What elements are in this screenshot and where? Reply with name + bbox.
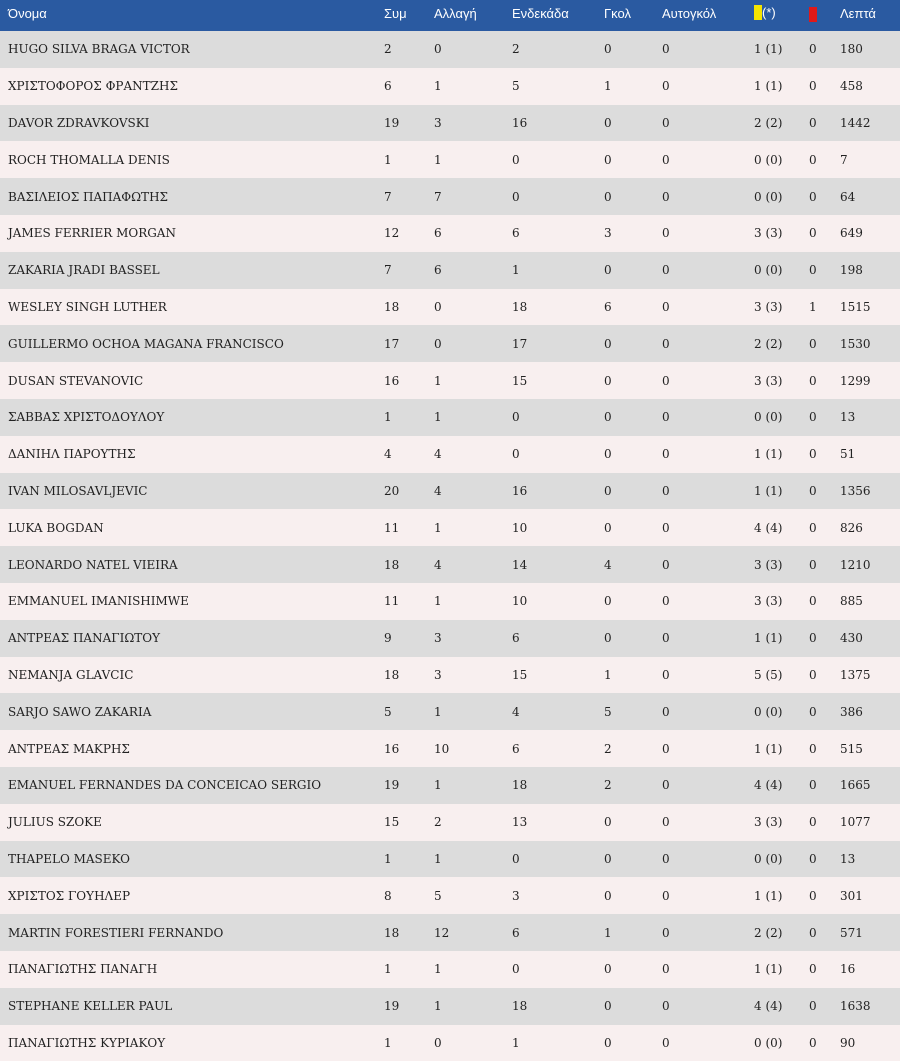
cell-starting: 15 (504, 657, 596, 694)
cell-minutes: 386 (832, 693, 900, 730)
cell-red-cards: 0 (801, 399, 832, 436)
cell-starting: 18 (504, 767, 596, 804)
cell-starting: 15 (504, 362, 596, 399)
cell-goals: 2 (596, 767, 654, 804)
header-row (0, 0, 900, 31)
cell-own-goals: 0 (654, 252, 746, 289)
cell-appearances: 18 (376, 657, 426, 694)
cell-appearances: 8 (376, 877, 426, 914)
cell-goals: 0 (596, 877, 654, 914)
cell-goals: 0 (596, 583, 654, 620)
yellow-header-suffix: (*) (762, 4, 776, 20)
cell-name[interactable]: MARTIN FORESTIERI FERNANDO (0, 914, 376, 951)
cell-minutes: 430 (832, 620, 900, 657)
cell-goals: 0 (596, 141, 654, 178)
cell-goals: 0 (596, 620, 654, 657)
cell-appearances: 2 (376, 31, 426, 68)
cell-yellow-cards: 1 (1) (746, 951, 801, 988)
table-row (0, 841, 900, 878)
cell-yellow-cards: 1 (1) (746, 68, 801, 105)
cell-minutes: 1077 (832, 804, 900, 841)
cell-starting: 17 (504, 325, 596, 362)
cell-yellow-cards: 3 (3) (746, 289, 801, 326)
cell-appearances: 15 (376, 804, 426, 841)
cell-name[interactable]: NEMANJA GLAVCIC (0, 657, 376, 694)
cell-own-goals: 0 (654, 804, 746, 841)
cell-minutes: 198 (832, 252, 900, 289)
cell-substitute: 1 (426, 767, 504, 804)
cell-yellow-cards: 0 (0) (746, 399, 801, 436)
cell-goals: 3 (596, 215, 654, 252)
cell-name[interactable]: LEONARDO NATEL VIEIRA (0, 546, 376, 583)
cell-appearances: 7 (376, 252, 426, 289)
table-row (0, 509, 900, 546)
cell-minutes: 515 (832, 730, 900, 767)
cell-minutes: 13 (832, 399, 900, 436)
cell-substitute: 1 (426, 693, 504, 730)
cell-red-cards: 0 (801, 620, 832, 657)
table-row (0, 767, 900, 804)
cell-own-goals: 0 (654, 215, 746, 252)
cell-own-goals: 0 (654, 399, 746, 436)
cell-substitute: 7 (426, 178, 504, 215)
cell-name[interactable]: DAVOR ZDRAVKOVSKI (0, 105, 376, 142)
cell-substitute: 1 (426, 951, 504, 988)
table-row (0, 31, 900, 68)
cell-goals: 0 (596, 399, 654, 436)
cell-goals: 0 (596, 362, 654, 399)
cell-own-goals: 0 (654, 141, 746, 178)
cell-red-cards: 0 (801, 730, 832, 767)
cell-name[interactable]: DUSAN STEVANOVIC (0, 362, 376, 399)
cell-goals: 1 (596, 657, 654, 694)
cell-yellow-cards: 2 (2) (746, 105, 801, 142)
cell-name[interactable]: ΧΡΙΣΤΟΣ ΓΟΥΗΛΕΡ (0, 877, 376, 914)
table-row (0, 1025, 900, 1061)
cell-red-cards: 0 (801, 31, 832, 68)
cell-name[interactable]: THAPELO MASEKO (0, 841, 376, 878)
cell-starting: 2 (504, 31, 596, 68)
cell-starting: 6 (504, 730, 596, 767)
table-row (0, 620, 900, 657)
cell-appearances: 16 (376, 730, 426, 767)
cell-minutes: 1356 (832, 473, 900, 510)
cell-substitute: 0 (426, 289, 504, 326)
cell-yellow-cards: 5 (5) (746, 657, 801, 694)
cell-minutes: 64 (832, 178, 900, 215)
cell-appearances: 1 (376, 841, 426, 878)
table-row (0, 583, 900, 620)
cell-starting: 18 (504, 289, 596, 326)
cell-red-cards: 1 (801, 289, 832, 326)
cell-own-goals: 0 (654, 31, 746, 68)
cell-appearances: 6 (376, 68, 426, 105)
cell-name[interactable]: ΣΑΒΒΑΣ ΧΡΙΣΤΟΔΟΥΛΟΥ (0, 399, 376, 436)
table-row (0, 988, 900, 1025)
cell-starting: 1 (504, 1025, 596, 1061)
table-header (0, 0, 900, 31)
cell-minutes: 458 (832, 68, 900, 105)
cell-goals: 0 (596, 988, 654, 1025)
cell-appearances: 19 (376, 988, 426, 1025)
cell-minutes: 1375 (832, 657, 900, 694)
cell-substitute: 1 (426, 141, 504, 178)
cell-own-goals: 0 (654, 68, 746, 105)
cell-appearances: 1 (376, 141, 426, 178)
cell-own-goals: 0 (654, 988, 746, 1025)
cell-yellow-cards: 0 (0) (746, 141, 801, 178)
cell-name[interactable]: IVAN MILOSAVLJEVIC (0, 473, 376, 510)
table-row (0, 215, 900, 252)
cell-appearances: 7 (376, 178, 426, 215)
cell-own-goals: 0 (654, 105, 746, 142)
cell-yellow-cards: 0 (0) (746, 178, 801, 215)
cell-minutes: 51 (832, 436, 900, 473)
cell-goals: 0 (596, 31, 654, 68)
table-row (0, 178, 900, 215)
cell-name[interactable]: WESLEY SINGH LUTHER (0, 289, 376, 326)
table-row (0, 951, 900, 988)
cell-starting: 3 (504, 877, 596, 914)
cell-substitute: 4 (426, 473, 504, 510)
cell-red-cards: 0 (801, 877, 832, 914)
cell-red-cards: 0 (801, 105, 832, 142)
table-row (0, 399, 900, 436)
cell-own-goals: 0 (654, 509, 746, 546)
cell-yellow-cards: 1 (1) (746, 31, 801, 68)
cell-own-goals: 0 (654, 914, 746, 951)
cell-substitute: 1 (426, 583, 504, 620)
cell-name[interactable]: EMMANUEL IMANISHIMWE (0, 583, 376, 620)
cell-yellow-cards: 3 (3) (746, 804, 801, 841)
cell-red-cards: 0 (801, 914, 832, 951)
cell-name[interactable]: SARJO SAWO ZAKARIA (0, 693, 376, 730)
cell-red-cards: 0 (801, 988, 832, 1025)
cell-own-goals: 0 (654, 583, 746, 620)
cell-red-cards: 0 (801, 767, 832, 804)
col-header-substitute[interactable]: Αλλαγή (426, 0, 504, 31)
cell-goals: 0 (596, 252, 654, 289)
col-header-red-cards[interactable] (801, 0, 832, 31)
cell-own-goals: 0 (654, 767, 746, 804)
cell-appearances: 17 (376, 325, 426, 362)
cell-own-goals: 0 (654, 657, 746, 694)
cell-starting: 0 (504, 178, 596, 215)
cell-goals: 0 (596, 509, 654, 546)
cell-red-cards: 0 (801, 362, 832, 399)
cell-yellow-cards: 3 (3) (746, 546, 801, 583)
cell-yellow-cards: 2 (2) (746, 325, 801, 362)
cell-substitute: 1 (426, 509, 504, 546)
cell-appearances: 1 (376, 951, 426, 988)
cell-yellow-cards: 3 (3) (746, 583, 801, 620)
cell-substitute: 5 (426, 877, 504, 914)
cell-substitute: 1 (426, 841, 504, 878)
cell-starting: 13 (504, 804, 596, 841)
cell-starting: 4 (504, 693, 596, 730)
cell-minutes: 1638 (832, 988, 900, 1025)
cell-substitute: 0 (426, 325, 504, 362)
cell-appearances: 11 (376, 509, 426, 546)
table-row (0, 68, 900, 105)
cell-goals: 2 (596, 730, 654, 767)
cell-own-goals: 0 (654, 951, 746, 988)
table-row (0, 804, 900, 841)
table-row (0, 914, 900, 951)
cell-minutes: 1665 (832, 767, 900, 804)
cell-name[interactable]: ΑΝΤΡΕΑΣ ΜΑΚΡΗΣ (0, 730, 376, 767)
cell-substitute: 3 (426, 105, 504, 142)
cell-appearances: 4 (376, 436, 426, 473)
cell-appearances: 11 (376, 583, 426, 620)
col-header-name[interactable]: Όνομα (0, 0, 376, 31)
cell-yellow-cards: 0 (0) (746, 1025, 801, 1061)
cell-appearances: 1 (376, 399, 426, 436)
cell-goals: 0 (596, 473, 654, 510)
cell-minutes: 16 (832, 951, 900, 988)
cell-yellow-cards: 0 (0) (746, 252, 801, 289)
cell-substitute: 6 (426, 215, 504, 252)
cell-minutes: 13 (832, 841, 900, 878)
cell-starting: 14 (504, 546, 596, 583)
cell-goals: 0 (596, 951, 654, 988)
cell-red-cards: 0 (801, 473, 832, 510)
cell-yellow-cards: 1 (1) (746, 473, 801, 510)
cell-substitute: 1 (426, 362, 504, 399)
cell-starting: 0 (504, 841, 596, 878)
cell-starting: 6 (504, 620, 596, 657)
cell-red-cards: 0 (801, 215, 832, 252)
cell-red-cards: 0 (801, 1025, 832, 1061)
cell-appearances: 9 (376, 620, 426, 657)
cell-appearances: 1 (376, 1025, 426, 1061)
cell-starting: 0 (504, 141, 596, 178)
cell-yellow-cards: 1 (1) (746, 730, 801, 767)
cell-name[interactable]: HUGO SILVA BRAGA VICTOR (0, 31, 376, 68)
cell-own-goals: 0 (654, 325, 746, 362)
cell-red-cards: 0 (801, 252, 832, 289)
cell-minutes: 1442 (832, 105, 900, 142)
cell-name[interactable]: GUILLERMO OCHOA MAGANA FRANCISCO (0, 325, 376, 362)
cell-appearances: 18 (376, 546, 426, 583)
cell-starting: 5 (504, 68, 596, 105)
cell-starting: 6 (504, 215, 596, 252)
cell-minutes: 90 (832, 1025, 900, 1061)
cell-substitute: 4 (426, 436, 504, 473)
cell-name[interactable]: JAMES FERRIER MORGAN (0, 215, 376, 252)
cell-starting: 0 (504, 436, 596, 473)
table-row (0, 730, 900, 767)
cell-name[interactable]: ΒΑΣΙΛΕΙΟΣ ΠΑΠΑΦΩΤΗΣ (0, 178, 376, 215)
cell-appearances: 19 (376, 105, 426, 142)
cell-appearances: 18 (376, 914, 426, 951)
col-header-yellow-cards[interactable] (746, 0, 801, 31)
cell-substitute: 1 (426, 399, 504, 436)
table-row (0, 252, 900, 289)
cell-minutes: 180 (832, 31, 900, 68)
cell-name[interactable]: ΠΑΝΑΓΙΩΤΗΣ ΚΥΡΙΑΚΟΥ (0, 1025, 376, 1061)
cell-red-cards: 0 (801, 178, 832, 215)
cell-goals: 0 (596, 804, 654, 841)
cell-appearances: 20 (376, 473, 426, 510)
cell-starting: 16 (504, 105, 596, 142)
cell-substitute: 1 (426, 988, 504, 1025)
cell-yellow-cards: 4 (4) (746, 767, 801, 804)
cell-starting: 0 (504, 399, 596, 436)
cell-own-goals: 0 (654, 693, 746, 730)
yellow-card-icon (754, 5, 762, 20)
cell-substitute: 3 (426, 620, 504, 657)
cell-red-cards: 0 (801, 657, 832, 694)
table-row (0, 473, 900, 510)
cell-substitute: 6 (426, 252, 504, 289)
cell-own-goals: 0 (654, 1025, 746, 1061)
cell-minutes: 571 (832, 914, 900, 951)
table-body (0, 31, 900, 1061)
cell-yellow-cards: 0 (0) (746, 693, 801, 730)
cell-minutes: 301 (832, 877, 900, 914)
cell-own-goals: 0 (654, 362, 746, 399)
cell-name[interactable]: STEPHANE KELLER PAUL (0, 988, 376, 1025)
cell-name[interactable]: ΧΡΙΣΤΟΦΟΡΟΣ ΦΡΑΝΤΖΗΣ (0, 68, 376, 105)
cell-goals: 4 (596, 546, 654, 583)
cell-goals: 0 (596, 1025, 654, 1061)
cell-name[interactable]: EMANUEL FERNANDES DA CONCEICAO SERGIO (0, 767, 376, 804)
cell-red-cards: 0 (801, 546, 832, 583)
cell-yellow-cards: 3 (3) (746, 362, 801, 399)
cell-minutes: 1515 (832, 289, 900, 326)
cell-own-goals: 0 (654, 877, 746, 914)
cell-red-cards: 0 (801, 68, 832, 105)
cell-red-cards: 0 (801, 141, 832, 178)
cell-substitute: 3 (426, 657, 504, 694)
table-row (0, 325, 900, 362)
cell-red-cards: 0 (801, 951, 832, 988)
cell-minutes: 7 (832, 141, 900, 178)
table-row (0, 693, 900, 730)
cell-own-goals: 0 (654, 289, 746, 326)
cell-red-cards: 0 (801, 509, 832, 546)
cell-starting: 10 (504, 583, 596, 620)
cell-substitute: 4 (426, 546, 504, 583)
cell-goals: 0 (596, 325, 654, 362)
cell-red-cards: 0 (801, 436, 832, 473)
cell-name[interactable]: LUKA BOGDAN (0, 509, 376, 546)
cell-substitute: 10 (426, 730, 504, 767)
cell-own-goals: 0 (654, 436, 746, 473)
table-row (0, 546, 900, 583)
cell-substitute: 1 (426, 68, 504, 105)
cell-minutes: 885 (832, 583, 900, 620)
table-row (0, 657, 900, 694)
cell-minutes: 1210 (832, 546, 900, 583)
cell-appearances: 5 (376, 693, 426, 730)
cell-appearances: 18 (376, 289, 426, 326)
table-row (0, 141, 900, 178)
cell-yellow-cards: 3 (3) (746, 215, 801, 252)
table-row (0, 362, 900, 399)
cell-yellow-cards: 1 (1) (746, 620, 801, 657)
cell-own-goals: 0 (654, 178, 746, 215)
cell-own-goals: 0 (654, 546, 746, 583)
cell-minutes: 1299 (832, 362, 900, 399)
cell-yellow-cards: 2 (2) (746, 914, 801, 951)
cell-appearances: 19 (376, 767, 426, 804)
cell-red-cards: 0 (801, 583, 832, 620)
cell-goals: 6 (596, 289, 654, 326)
cell-red-cards: 0 (801, 693, 832, 730)
cell-substitute: 12 (426, 914, 504, 951)
red-card-icon (809, 7, 817, 22)
col-header-appearances[interactable]: Συμ (376, 0, 426, 31)
col-header-own-goals[interactable]: Αυτογκόλ (654, 0, 746, 31)
cell-own-goals: 0 (654, 473, 746, 510)
cell-substitute: 0 (426, 1025, 504, 1061)
col-header-starting[interactable]: Ενδεκάδα (504, 0, 596, 31)
cell-substitute: 0 (426, 31, 504, 68)
cell-goals: 1 (596, 914, 654, 951)
cell-yellow-cards: 0 (0) (746, 841, 801, 878)
cell-yellow-cards: 4 (4) (746, 988, 801, 1025)
cell-own-goals: 0 (654, 730, 746, 767)
cell-goals: 1 (596, 68, 654, 105)
cell-goals: 0 (596, 841, 654, 878)
cell-name[interactable]: ZAKARIA JRADI BASSEL (0, 252, 376, 289)
cell-substitute: 2 (426, 804, 504, 841)
cell-red-cards: 0 (801, 804, 832, 841)
col-header-goals[interactable]: Γκολ (596, 0, 654, 31)
cell-name[interactable]: ΑΝΤΡΕΑΣ ΠΑΝΑΓΙΩΤΟΥ (0, 620, 376, 657)
cell-goals: 0 (596, 436, 654, 473)
cell-starting: 6 (504, 914, 596, 951)
cell-name[interactable]: ROCH THOMALLA DENIS (0, 141, 376, 178)
cell-own-goals: 0 (654, 620, 746, 657)
table-row (0, 436, 900, 473)
cell-yellow-cards: 1 (1) (746, 877, 801, 914)
cell-starting: 1 (504, 252, 596, 289)
cell-goals: 0 (596, 105, 654, 142)
cell-name[interactable]: JULIUS SZOKE (0, 804, 376, 841)
cell-starting: 10 (504, 509, 596, 546)
cell-minutes: 826 (832, 509, 900, 546)
cell-appearances: 16 (376, 362, 426, 399)
cell-red-cards: 0 (801, 325, 832, 362)
cell-starting: 0 (504, 951, 596, 988)
cell-name[interactable]: ΠΑΝΑΓΙΩΤΗΣ ΠΑΝΑΓΗ (0, 951, 376, 988)
cell-name[interactable]: ΔΑΝΙΗΛ ΠΑΡΟΥΤΗΣ (0, 436, 376, 473)
cell-red-cards: 0 (801, 841, 832, 878)
cell-goals: 5 (596, 693, 654, 730)
cell-goals: 0 (596, 178, 654, 215)
table-row (0, 877, 900, 914)
cell-minutes: 1530 (832, 325, 900, 362)
table-row (0, 289, 900, 326)
cell-starting: 16 (504, 473, 596, 510)
cell-yellow-cards: 4 (4) (746, 509, 801, 546)
col-header-minutes[interactable]: Λεπτά (832, 0, 900, 31)
cell-starting: 18 (504, 988, 596, 1025)
cell-yellow-cards: 1 (1) (746, 436, 801, 473)
cell-appearances: 12 (376, 215, 426, 252)
cell-minutes: 649 (832, 215, 900, 252)
table-row (0, 105, 900, 142)
cell-own-goals: 0 (654, 841, 746, 878)
